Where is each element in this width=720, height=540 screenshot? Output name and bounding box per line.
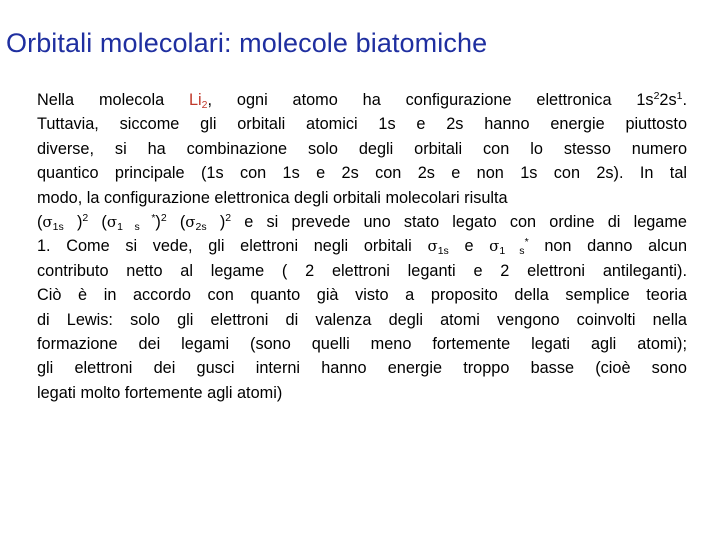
li2-formula: $Li_2$	[188, 91, 208, 111]
text-line-11: formazione dei legami (sono quelli meno fortemente legati agli atomi);	[37, 334, 687, 353]
text-line-3: diverse, si ha combinazione solo degli orbitali con lo stesso numero	[37, 139, 687, 158]
text-line-1: Nella molecola $Li_2$, ogni atomo ha configurazione elettronica $1s^22s^1$.	[37, 90, 687, 111]
body-paragraph	[37, 88, 687, 405]
text-line-13: legati molto fortemente agli atomi)	[37, 383, 283, 402]
text-line-6: ($\sigma_{1s}$ )$^2$ ($\sigma_{1 s}$ *)$^2$ ($\sigma_{2s}$ )$^2$ e si prevede uno stato legato con ordine di legame	[37, 211, 687, 233]
text-line-10: di Lewis: solo gli elettroni di valenza degli atomi vengono coinvolti nella	[37, 310, 687, 329]
text-line-2: Tuttavia, siccome gli orbitali atomici 1s e 2s hanno energie piuttosto	[37, 115, 687, 134]
text-line-12: gli elettroni dei gusci interni hanno energie troppo basse (cioè sono	[37, 359, 687, 378]
text-line-4: quantico principale (1s con 1s e 2s con 2s e non 1s con 2s). In tal	[37, 164, 687, 183]
text-line-7: 1. Come si vede, gli elettroni negli orbitali $\sigma_{1s}$ e $\sigma_{1 s}^*$ non danno alcun	[37, 236, 687, 258]
text-line-9: Ciò è in accordo con quanto già visto a proposito della semplice teoria	[37, 286, 687, 305]
slide-title: Orbitali molecolari: molecole biatomiche	[6, 28, 488, 58]
text-line-5: modo, la configurazione elettronica degli orbitali molecolari risulta	[37, 188, 508, 207]
text-line-8: contributo netto al legame ( 2 elettroni leganti e 2 elettroni antileganti).	[37, 261, 687, 280]
